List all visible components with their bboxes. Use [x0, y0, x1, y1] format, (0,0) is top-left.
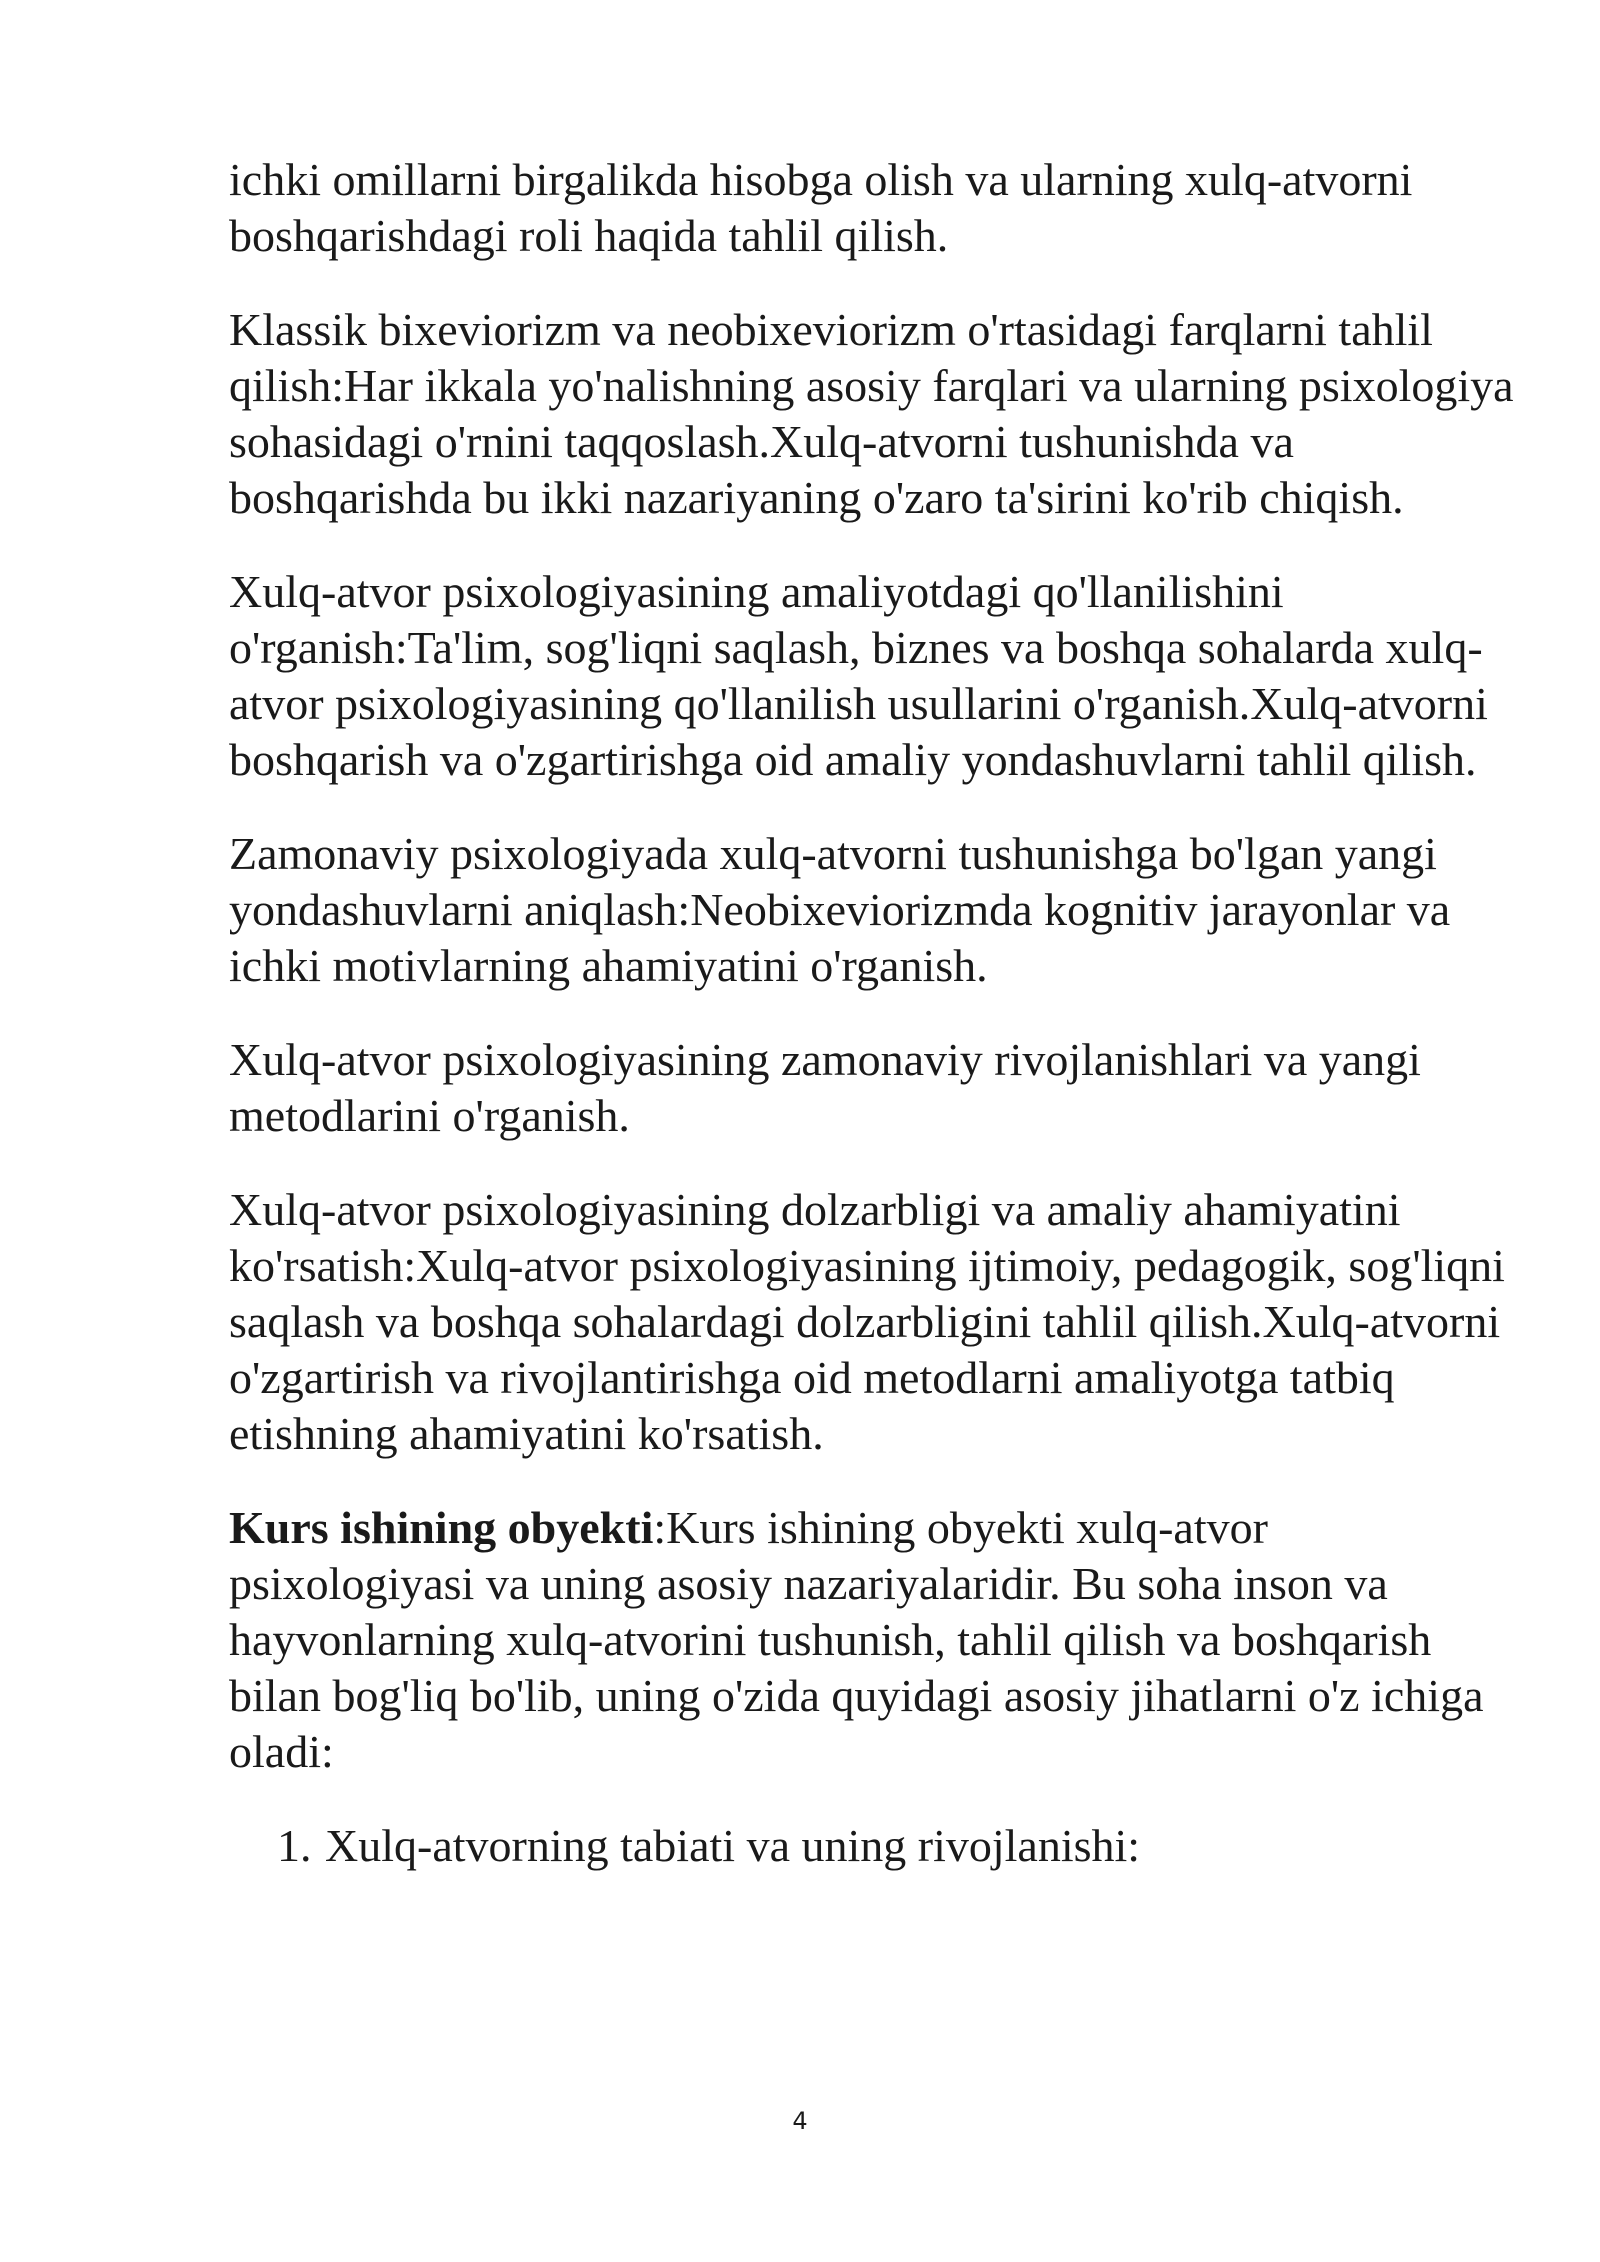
list-item	[229, 1818, 1519, 1874]
object-label: Kurs ishining obyekti	[229, 1502, 654, 1553]
paragraph: Xulq-atvor psixologiyasining zamonaviy rivojlanishlari va yangi metodlarini o'rganish.	[229, 1034, 1421, 1141]
page-body	[229, 152, 1519, 1874]
paragraph: Xulq-atvor psixologiyasining amaliyotdagi qo'llanilishini o'rganish:Ta'lim, sog'liqni saqlash, biznes va boshqa sohalarda xulq-atvor psixologiyasining qo'llanilish usullarini o'rganish.Xulq-atvorni boshqarish va o'zgartirishga oid amaliy yondashuvlarni tahlil qilish.	[229, 566, 1488, 785]
list-item-text: Xulq-atvorning tabiati va uning rivojlanishi:	[325, 1820, 1141, 1871]
paragraph: Klassik bixeviorizm va neobixeviorizm o'rtasidagi farqlarni tahlil qilish:Har ikkala yo'nalishning asosiy farqlari va ularning psixologiya sohasidagi o'rnini taqqoslash.Xulq-atvorni tushunishda va boshqarishda bu ikki nazariyaning o'zaro ta'sirini ko'rib chiqish.	[229, 304, 1514, 523]
numbered-list	[229, 1818, 1519, 1874]
paragraph: Xulq-atvor psixologiyasining dolzarbligi va amaliy ahamiyatini ko'rsatish:Xulq-atvor psixologiyasining ijtimoiy, pedagogik, sog'liqni saqlash va boshqa sohalardagi dolzarbligini tahlil qilish.Xulq-atvorni o'zgartirish va rivojlantirishga oid metodlarni amaliyotga tatbiq etishning ahamiyatini ko'rsatish.	[229, 1184, 1505, 1459]
object-text: :Kurs ishining obyekti xulq-atvor psixologiyasi va uning asosiy nazariyalaridir. Bu soha inson va hayvonlarning xulq-atvorini tushunish, tahlil qilish va boshqarish bilan bog'liq bo'lib, uning o'zida quyidagi asosiy jihatlarni o'z ichiga oladi:	[229, 1502, 1484, 1777]
page-number: 4	[792, 2107, 808, 2135]
paragraph: Zamonaviy psixologiyada xulq-atvorni tushunishga bo'lgan yangi yondashuvlarni aniqlash:Neobixeviorizmda kognitiv jarayonlar va ichki motivlarning ahamiyatini o'rganish.	[229, 828, 1451, 991]
object-paragraph	[229, 1500, 1519, 1780]
paragraph: ichki omillarni birgalikda hisobga olish va ularning xulq-atvorni boshqarishdagi roli haqida tahlil qilish.	[229, 154, 1413, 261]
list-item-number: 1.	[277, 1820, 312, 1871]
